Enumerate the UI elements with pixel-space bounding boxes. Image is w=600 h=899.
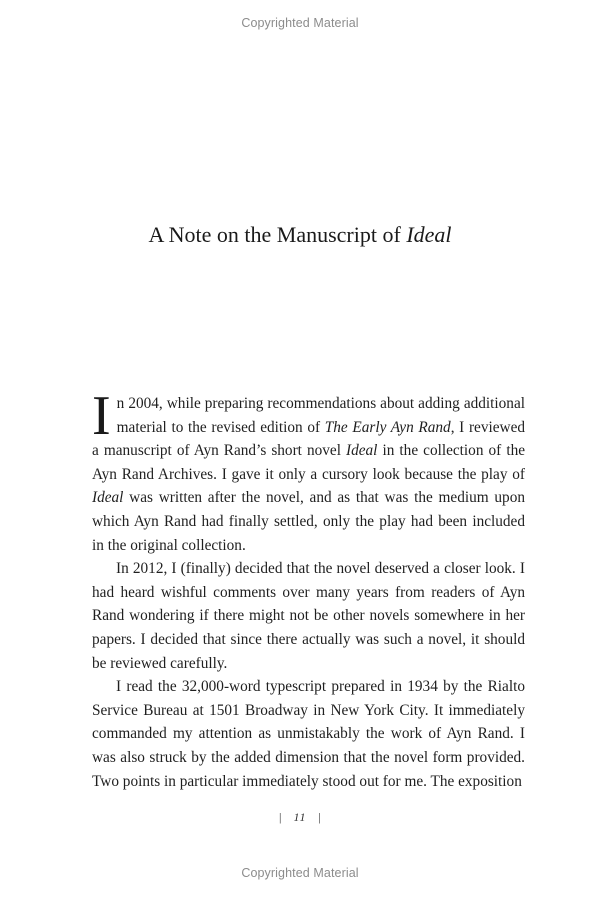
text-run: n 2004, while preparing recommendations about adding additional material to the revised edition of: [116, 395, 525, 436]
body-text: [92, 385, 526, 793]
chapter-title-text: A Note on the Manuscript of: [148, 222, 407, 247]
text-run: In 2012, I (finally) decided that the novel deserved a closer look. I had heard wishful comments over many years from readers of Ayn Rand wondering if there might not be other novels somewhere in her papers. I decided that since there actually was such a novel, it should be reviewed carefully.: [92, 560, 525, 672]
text-run: in the collection of the Ayn Rand Archives. I gave it only a cursory look because the play of: [92, 442, 526, 483]
text-run: , I reviewed a manuscript of Ayn Rand’s short novel: [92, 418, 526, 460]
text-run: I read the 32,000-word typescript prepared in 1934 by the Rialto Service Bureau at 1501 Broadway in New York City. It immediately commanded my attention as unmistakably the work of Ayn Rand. I was also struck by the added dimension that the novel form provided. Two points in particular immediately stood out for me. The exposition: [92, 678, 525, 790]
page-number: 11: [293, 810, 307, 824]
text-run: was written after the novel, and as that was the medium upon which Ayn Rand had finally settled, only the play had been included in the original collection.: [92, 489, 525, 554]
body-paragraph: [92, 557, 525, 675]
copyright-watermark-bottom: Copyrighted Material: [241, 866, 359, 880]
body-paragraph: [92, 675, 525, 793]
italic-title-run: The Early Ayn Rand: [324, 418, 451, 436]
page-folio: [0, 810, 600, 825]
body-paragraph: [92, 385, 526, 557]
chapter-title-italic: Ideal: [406, 222, 452, 247]
chapter-title: [0, 222, 600, 248]
drop-cap: I: [92, 385, 111, 447]
italic-title-run: Ideal: [346, 442, 378, 460]
folio-bar-right: |: [318, 810, 321, 824]
italic-title-run: Ideal: [92, 489, 124, 507]
copyright-watermark-top: Copyrighted Material: [241, 16, 359, 30]
folio-bar-left: |: [279, 810, 282, 824]
